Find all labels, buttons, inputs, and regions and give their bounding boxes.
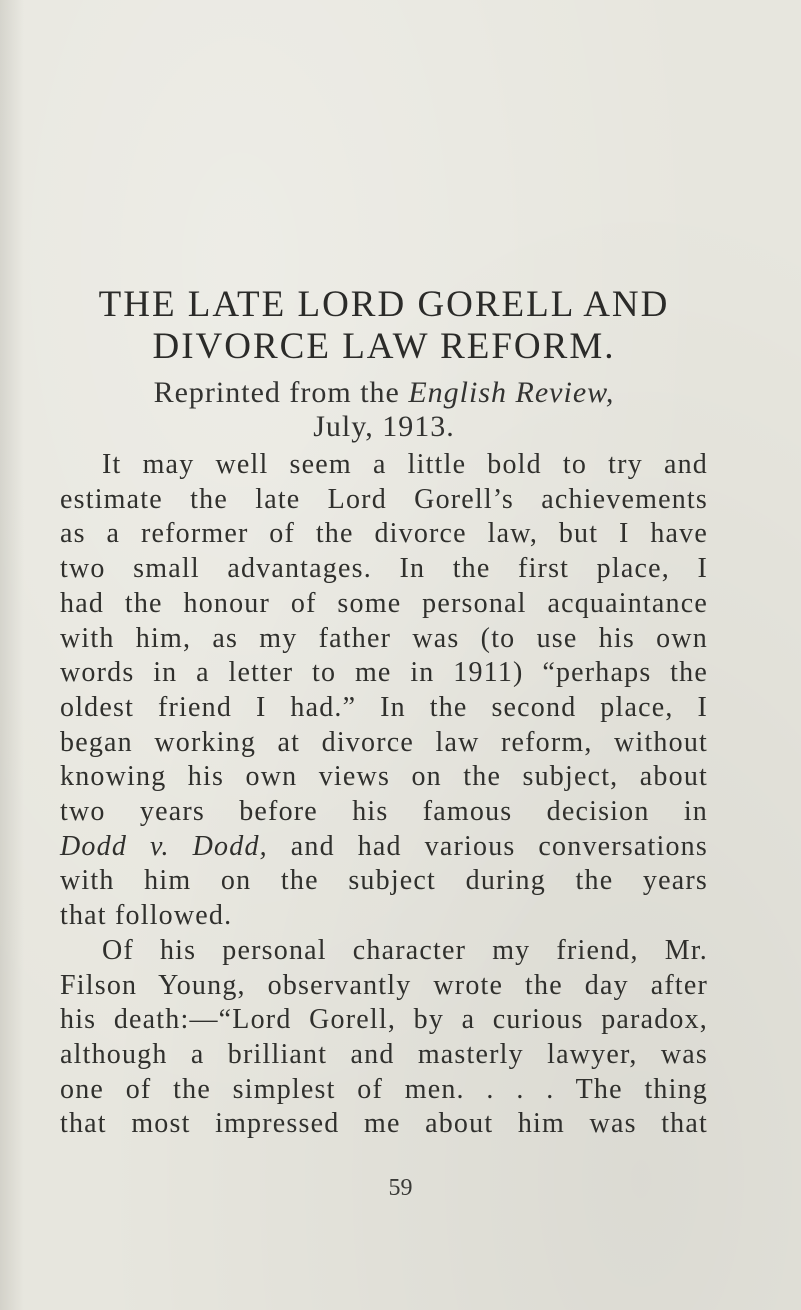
reprint-line-1 (60, 376, 708, 410)
text-line: began working at divorce law reform, without (60, 726, 708, 758)
reprint-note (60, 376, 708, 444)
text-line: that followed. (60, 900, 233, 932)
text-line: had the honour of some personal acquaintance (60, 587, 708, 619)
text-line: as a reformer of the divorce law, but I have (60, 518, 708, 550)
text-line: knowing his own views on the subject, about (60, 761, 708, 793)
text-line: two years before his famous decision in (60, 796, 708, 828)
text-line: oldest friend I had.” In the second place, I (60, 691, 708, 723)
text-line: that most impressed me about him was that (60, 1108, 708, 1140)
reprint-prefix: Reprinted from the (153, 376, 409, 409)
title-line-2: DIVORCE LAW REFORM. (152, 326, 616, 367)
journal-name: English Review, (408, 376, 615, 409)
text-line: one of the simplest of men. . . . The thing (60, 1073, 708, 1105)
text-line: although a brilliant and masterly lawyer, was (60, 1038, 708, 1070)
text-line: words in a letter to me in 1911) “perhaps the (60, 657, 708, 689)
page-gutter-shadow (0, 0, 24, 1310)
text-line: his death:—“Lord Gorell, by a curious paradox, (60, 1004, 708, 1036)
article-title (60, 284, 708, 368)
page-number: 59 (388, 1175, 413, 1201)
text-line-case (60, 830, 708, 865)
text-line: two small advantages. In the first place, I (60, 553, 708, 585)
text-line: estimate the late Lord Gorell’s achievements (60, 483, 708, 515)
page-text (60, 284, 708, 1142)
paragraph-2 (60, 934, 708, 1142)
case-line-rest: and had various conversations (267, 830, 708, 862)
paragraph-1 (60, 448, 708, 934)
case-name: Dodd v. Dodd, (60, 830, 268, 862)
reprint-date: July, 1913. (313, 410, 455, 443)
text-line: with him on the subject during the years (60, 865, 708, 897)
text-line: It may well seem a little bold to try and (102, 449, 708, 480)
text-line: Filson Young, observantly wrote the day after (60, 969, 708, 1001)
title-line-1: THE LATE LORD GORELL AND (98, 284, 670, 325)
text-line: Of his personal character my friend, Mr. (102, 934, 708, 966)
text-line: with him, as my father was (to use his own (60, 622, 708, 654)
